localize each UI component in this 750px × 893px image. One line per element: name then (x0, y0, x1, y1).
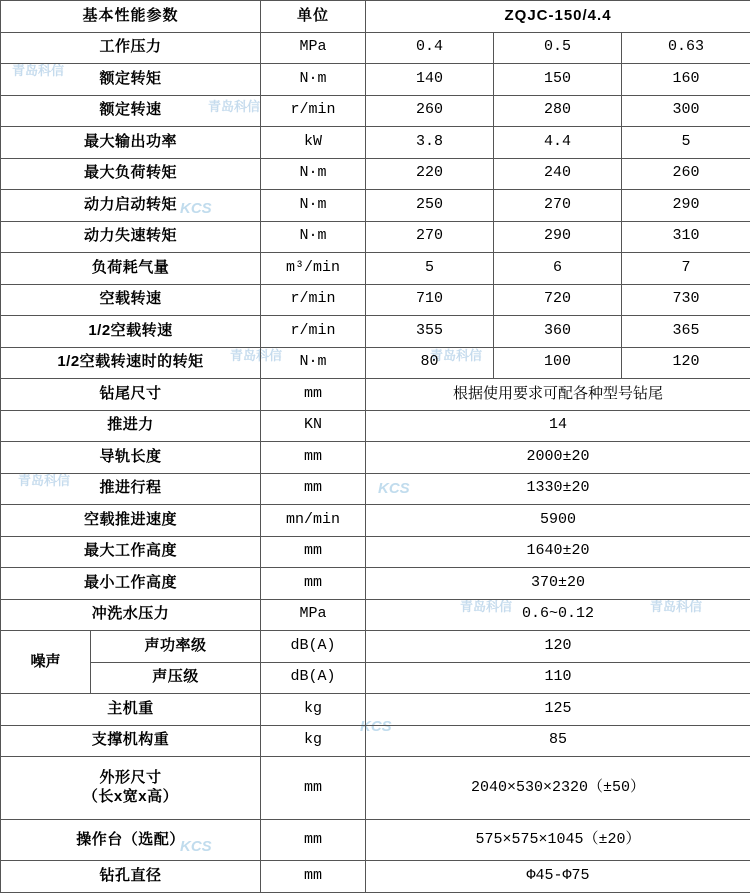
row-value: 1330±20 (366, 473, 750, 505)
row-label: 空载转速 (1, 284, 261, 316)
watermark-text: 青岛科信 (230, 345, 282, 364)
row-value: 14 (366, 410, 750, 442)
table-row (1, 536, 750, 568)
table-row-dimensions (1, 757, 750, 820)
row-unit: kW (261, 127, 366, 159)
table-row (1, 410, 750, 442)
row-value: 5900 (366, 505, 750, 537)
watermark-text: 青岛科信 (430, 345, 482, 364)
row-value: 270 (366, 221, 494, 253)
row-value: 120 (622, 347, 750, 379)
table-row (1, 473, 750, 505)
table-row-bore-diameter (1, 861, 750, 893)
row-label: 最大工作高度 (1, 536, 261, 568)
table-row (1, 725, 750, 757)
row-value: 6 (494, 253, 622, 285)
row-label: 导轨长度 (1, 442, 261, 474)
row-unit: mm (261, 757, 366, 820)
row-unit: mm (261, 536, 366, 568)
row-unit: m³/min (261, 253, 366, 285)
row-value: 140 (366, 64, 494, 96)
row-unit: N·m (261, 221, 366, 253)
row-unit: kg (261, 725, 366, 757)
row-label: 最小工作高度 (1, 568, 261, 600)
row-value: 290 (494, 221, 622, 253)
row-value: 280 (494, 95, 622, 127)
row-value: 220 (366, 158, 494, 190)
row-value: 370±20 (366, 568, 750, 600)
table-row (1, 32, 750, 64)
row-value: 100 (494, 347, 622, 379)
watermark-text: 青岛科信 (12, 60, 64, 79)
row-label: 推进力 (1, 410, 261, 442)
row-value: 2040×530×2320（±50） (366, 757, 750, 820)
row-label: 最大负荷转矩 (1, 158, 261, 190)
row-value: 0.63 (622, 32, 750, 64)
row-label (1, 757, 261, 820)
row-label: 空载推进速度 (1, 505, 261, 537)
row-value: 720 (494, 284, 622, 316)
row-unit: mm (261, 861, 366, 893)
row-unit: mn/min (261, 505, 366, 537)
table-row (1, 694, 750, 726)
table-row (1, 347, 750, 379)
row-label: 负荷耗气量 (1, 253, 261, 285)
table-row (1, 221, 750, 253)
watermark-logo: KCS (180, 838, 212, 855)
row-unit: mm (261, 442, 366, 474)
row-label: 额定转速 (1, 95, 261, 127)
header-unit: 单位 (261, 1, 366, 33)
table-row (1, 442, 750, 474)
row-value: 270 (494, 190, 622, 222)
row-label: 主机重 (1, 694, 261, 726)
watermark-logo: KCS (360, 718, 392, 735)
row-value: 5 (622, 127, 750, 159)
row-value: 355 (366, 316, 494, 348)
row-value: 85 (366, 725, 750, 757)
table-row (1, 284, 750, 316)
row-label: 声压级 (91, 662, 261, 694)
watermark-text: 青岛科信 (460, 596, 512, 615)
watermark-text: 青岛科信 (650, 596, 702, 615)
row-label: 支撑机构重 (1, 725, 261, 757)
row-value: 80 (366, 347, 494, 379)
row-label: 动力失速转矩 (1, 221, 261, 253)
row-unit: mm (261, 473, 366, 505)
row-unit: r/min (261, 95, 366, 127)
table-row (1, 379, 750, 411)
watermark-logo: KCS (180, 200, 212, 217)
row-value: 290 (622, 190, 750, 222)
row-label-line2: （长x宽x高） (1, 788, 260, 807)
header-model: ZQJC-150/4.4 (366, 1, 750, 33)
table-row (1, 95, 750, 127)
table-row (1, 127, 750, 159)
row-value: 110 (366, 662, 750, 694)
row-value: Φ45-Φ75 (366, 861, 750, 893)
row-value: 365 (622, 316, 750, 348)
row-label: 额定转矩 (1, 64, 261, 96)
row-label-line1: 外形尺寸 (1, 769, 260, 788)
table-row (1, 568, 750, 600)
table-row (1, 599, 750, 631)
row-value: 125 (366, 694, 750, 726)
table-header-row (1, 1, 750, 33)
row-value: 0.5 (494, 32, 622, 64)
row-unit: r/min (261, 284, 366, 316)
row-unit: r/min (261, 316, 366, 348)
table-row-noise-pressure (1, 662, 750, 694)
table-body (1, 1, 750, 893)
row-unit: mm (261, 820, 366, 861)
row-label: 1/2空载转速时的转矩 (1, 347, 261, 379)
table-row (1, 505, 750, 537)
row-unit: mm (261, 379, 366, 411)
row-value: 260 (622, 158, 750, 190)
row-value: 5 (366, 253, 494, 285)
row-value: 310 (622, 221, 750, 253)
header-param: 基本性能参数 (1, 1, 261, 33)
noise-group-label: 噪声 (1, 631, 91, 694)
row-value: 2000±20 (366, 442, 750, 474)
row-value: 730 (622, 284, 750, 316)
row-unit: N·m (261, 158, 366, 190)
row-label: 工作压力 (1, 32, 261, 64)
row-label: 最大输出功率 (1, 127, 261, 159)
row-value: 0.6~0.12 (366, 599, 750, 631)
row-unit: dB(A) (261, 631, 366, 663)
row-value: 7 (622, 253, 750, 285)
row-value: 240 (494, 158, 622, 190)
row-value: 3.8 (366, 127, 494, 159)
row-unit: mm (261, 568, 366, 600)
row-label: 钻孔直径 (1, 861, 261, 893)
table-row (1, 253, 750, 285)
row-label: 冲洗水压力 (1, 599, 261, 631)
table-row (1, 158, 750, 190)
row-value: 710 (366, 284, 494, 316)
row-value: 120 (366, 631, 750, 663)
row-value: 160 (622, 64, 750, 96)
row-value: 260 (366, 95, 494, 127)
row-value: 0.4 (366, 32, 494, 64)
table-row (1, 190, 750, 222)
watermark-text: 青岛科信 (18, 470, 70, 489)
row-label: 推进行程 (1, 473, 261, 505)
row-value: 300 (622, 95, 750, 127)
row-unit: kg (261, 694, 366, 726)
table-row (1, 316, 750, 348)
row-unit: N·m (261, 64, 366, 96)
row-unit: N·m (261, 190, 366, 222)
row-unit: MPa (261, 32, 366, 64)
row-unit: KN (261, 410, 366, 442)
row-label: 操作台（选配） (1, 820, 261, 861)
row-value: 575×575×1045（±20） (366, 820, 750, 861)
row-label: 动力启动转矩 (1, 190, 261, 222)
row-value: 150 (494, 64, 622, 96)
row-unit: N·m (261, 347, 366, 379)
row-label: 声功率级 (91, 631, 261, 663)
row-value: 1640±20 (366, 536, 750, 568)
row-unit: dB(A) (261, 662, 366, 694)
table-row (1, 64, 750, 96)
row-value: 根据使用要求可配各种型号钻尾 (366, 379, 750, 411)
table-row-console (1, 820, 750, 861)
row-value: 4.4 (494, 127, 622, 159)
row-unit: MPa (261, 599, 366, 631)
row-value: 250 (366, 190, 494, 222)
watermark-logo: KCS (378, 480, 410, 497)
row-label: 钻尾尺寸 (1, 379, 261, 411)
watermark-text: 青岛科信 (208, 96, 260, 115)
row-value: 360 (494, 316, 622, 348)
table-row-noise-power (1, 631, 750, 663)
row-label: 1/2空载转速 (1, 316, 261, 348)
